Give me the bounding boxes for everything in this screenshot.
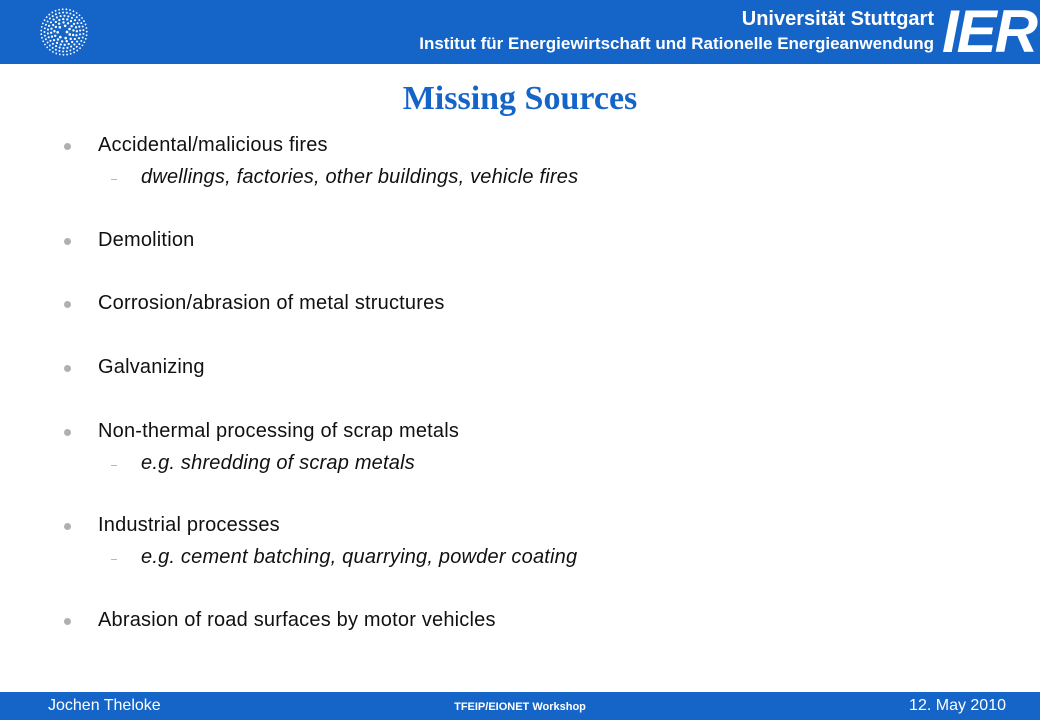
sub-bullet-item: e.g. cement batching, quarrying, powder coating: [141, 546, 578, 568]
bullet-item: Corrosion/abrasion of metal structures: [98, 292, 445, 314]
sub-bullet-item: e.g. shredding of scrap metals: [141, 452, 415, 474]
university-name: Universität Stuttgart: [741, 8, 934, 30]
bullet-item: Galvanizing: [98, 356, 205, 378]
slide-title: Missing Sources: [402, 80, 638, 117]
university-dot-emblem-icon: [36, 6, 92, 58]
footer-date: 12. May 2010: [909, 697, 1006, 714]
institute-name: Institut für Energiewirtschaft und Rationelle Energieanwendung: [419, 34, 934, 53]
ier-logo: IER: [941, 0, 1036, 65]
bullet-item: Industrial processes: [98, 514, 280, 536]
bullet-item: Demolition: [98, 229, 195, 251]
bullet-item: Abrasion of road surfaces by motor vehicles: [98, 609, 496, 631]
footer-bar: [0, 692, 1040, 720]
bullet-item: Accidental/malicious fires: [98, 134, 328, 156]
footer-event: TFEIP/EIONET Workshop: [454, 701, 586, 713]
bullet-item: Non-thermal processing of scrap metals: [98, 420, 460, 442]
sub-bullet-item: dwellings, factories, other buildings, vehicle fires: [141, 166, 579, 188]
header-bar: [0, 0, 1040, 64]
footer-author: Jochen Theloke: [48, 697, 161, 714]
